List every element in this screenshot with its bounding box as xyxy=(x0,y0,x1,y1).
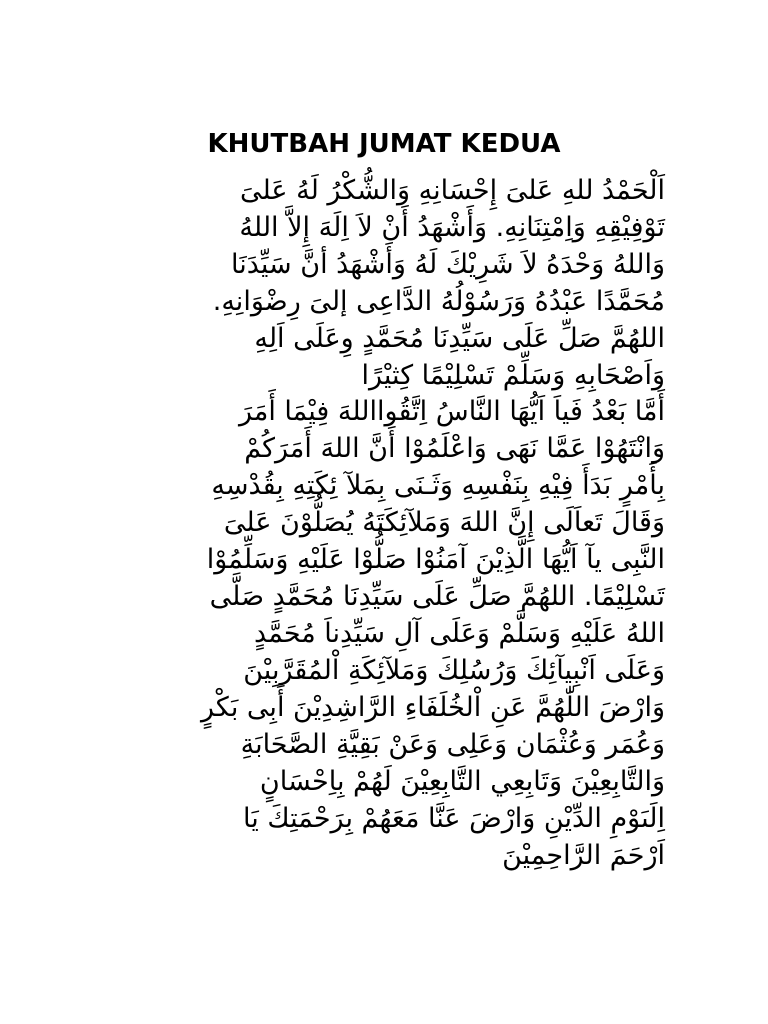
text-line: النَّبِى يآ اَيُّهَا الَّذِيْنَ آمَنُوْا صَلُّوْا عَلَيْهِ وَسَلِّمُوْا xyxy=(206,544,665,575)
text-line: اَرْحَمَ الرَّاحِمِيْنَ xyxy=(502,840,665,871)
text-line: اَلْحَمْدُ للهِ عَلىَ إِحْسَانِهِ وَالشُّكْرُ لَهُ عَلىَ xyxy=(239,175,665,206)
opening-praise-paragraph xyxy=(130,172,665,394)
text-line: تَوْفِيْقِهِ وَاِمْتِنَانِهِ. وَأَشْهَدُ أَنْ لاَ اِلَهَ إِلاَّ اللهُ xyxy=(239,212,665,243)
text-line: وَقَالَ تَعاَلَى إِنَّ اللهَ وَمَلآئِكَتَهُ يُصَلُّوْنَ عَلىَ xyxy=(223,507,665,538)
text-line: أَمَّا بَعْدُ فَياَ اَيُّهَا النَّاسُ اِتَّقُوااللهَ فِيْمَا أَمَرَ xyxy=(238,396,665,427)
text-line: وَاللهُ وَحْدَهُ لاَ شَرِيْكَ لَهُ وَأَشْهَدُ أنَّ سَيِّدَنَا xyxy=(231,249,665,280)
text-line: وَعَلَى اَنْبِيآئِكَ وَرُسُلِكَ وَمَلآئِكَةِ اْلمُقَرَّبِيْنَ xyxy=(243,655,665,686)
text-line: وَاَصْحَابِهِ وَسَلِّمْ تَسْلِيْمًا كِثيْرًا xyxy=(361,360,665,391)
text-line: بِأَمْرٍ بَدَأَ فِيْهِ بِنَفْسِهِ وَثَـنَى بِمَلآ ئِكَتِهِ بِقُدْسِهِ xyxy=(211,470,665,501)
page-title: KHUTBAH JUMAT KEDUA xyxy=(207,129,561,159)
text-line: تَسْلِيْمًا. اللهُمَّ صَلِّ عَلَى سَيِّدِنَا مُحَمَّدٍ صَلَّى xyxy=(209,581,665,612)
sermon-body-paragraph xyxy=(130,393,665,874)
text-line: وَعُمَر وَعُثْمَان وَعَلِى وَعَنْ بَقِيَّةِ الصَّحَابَةِ xyxy=(240,729,665,760)
text-line: وَالتَّابِعِيْنَ وَتَابِعِي التَّابِعِيْنَ لَهُمْ بِاِحْسَانٍ xyxy=(259,766,665,797)
text-line: مُحَمَّدًا عَبْدُهُ وَرَسُوْلُهُ الدَّاعِى إلىَ رِضْوَانِهِ. xyxy=(212,286,665,317)
text-line: اللهُمَّ صَلِّ عَلَى سَيِّدِنَا مُحَمَّدٍ وِعَلَى اَلِهِ xyxy=(254,323,665,354)
text-line: اِلَىَوْمِ الدِّيْنِ وَارْضَ عَنَّا مَعَهُمْ بِرَحْمَتِكَ يَا xyxy=(243,803,665,834)
text-line: اللهُ عَلَيْهِ وَسَلَّمْ وَعَلَى آلِ سَيِّدِناَ مُحَمَّدٍ xyxy=(254,618,665,649)
text-line: وَانْتَهُوْا عَمَّا نَهَى وَاعْلَمُوْا أَنَّ اللهَ أَمَرَكُمْ xyxy=(244,433,665,464)
text-line: وَارْضَ اللّٰهُمَّ عَنِ اْلخُلَفَاءِ الرَّاشِدِيْنَ أَبِى بَكْرٍ xyxy=(201,692,665,723)
